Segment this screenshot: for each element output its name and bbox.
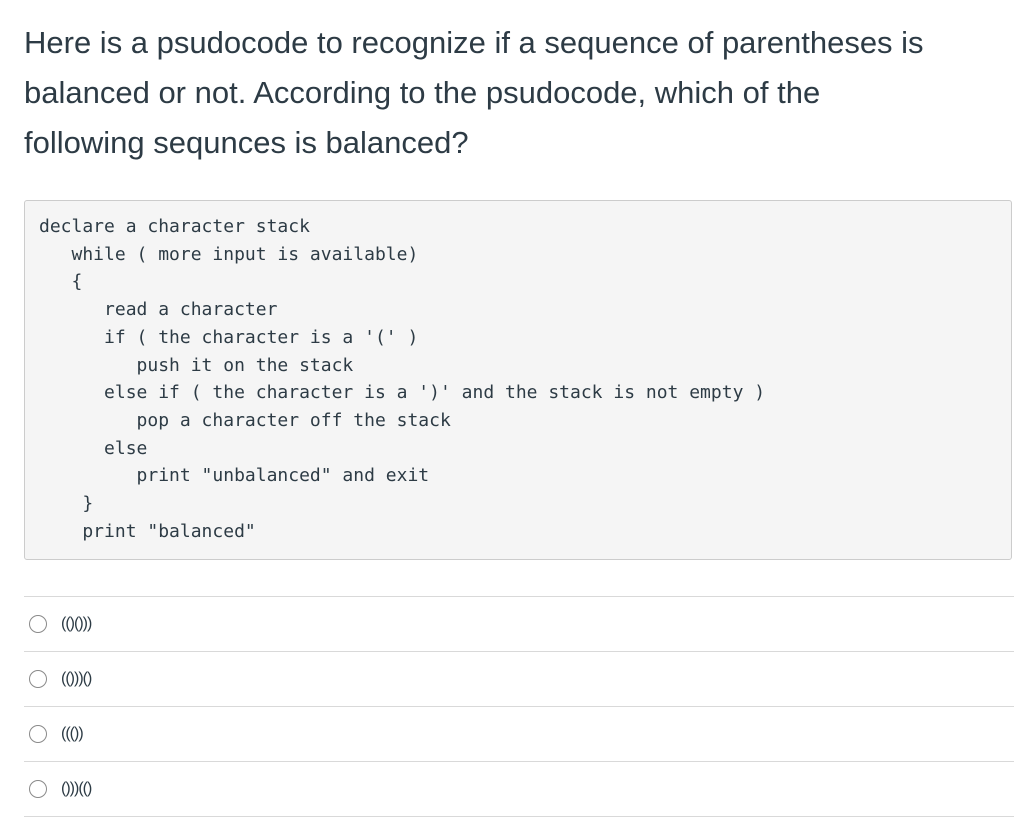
answer-option-3[interactable]	[24, 707, 1014, 762]
pseudocode-block	[24, 200, 1012, 560]
answer-option-4[interactable]	[24, 762, 1014, 817]
code-line: pop a character off the stack	[39, 409, 451, 431]
code-line: else	[39, 437, 148, 459]
code-line: print "unbalanced" and exit	[39, 465, 430, 487]
code-line: print "balanced"	[39, 520, 256, 542]
answer-option-2[interactable]	[24, 652, 1014, 707]
question-line: balanced or not. According to the psudocode, which of the	[24, 75, 821, 110]
code-line: declare a character stack	[39, 216, 310, 237]
code-line: push it on the stack	[39, 354, 354, 376]
radio-button[interactable]	[29, 670, 47, 688]
radio-button[interactable]	[29, 725, 47, 743]
code-line: else if ( the character is a ')' and the stack is not empty )	[39, 382, 766, 404]
code-line: while ( more input is available)	[39, 243, 419, 265]
answer-option-1[interactable]	[24, 597, 1014, 652]
code-line: if ( the character is a '(' )	[39, 326, 419, 348]
answer-label[interactable]: ()))(()	[61, 780, 92, 797]
pseudocode-text	[39, 213, 997, 545]
code-line: }	[39, 493, 94, 515]
code-line: read a character	[39, 299, 278, 321]
answer-list	[24, 596, 1014, 817]
question-line: following sequnces is balanced?	[24, 125, 469, 160]
radio-button[interactable]	[29, 615, 47, 633]
radio-button[interactable]	[29, 780, 47, 798]
question-text	[24, 18, 1004, 168]
answer-label[interactable]: (()))()	[61, 670, 92, 687]
code-line: {	[39, 271, 83, 293]
question-line: Here is a psudocode to recognize if a sequence of parentheses is	[24, 25, 924, 60]
answer-label[interactable]: (()()))	[61, 615, 92, 632]
answer-label[interactable]: ((())	[61, 725, 83, 742]
